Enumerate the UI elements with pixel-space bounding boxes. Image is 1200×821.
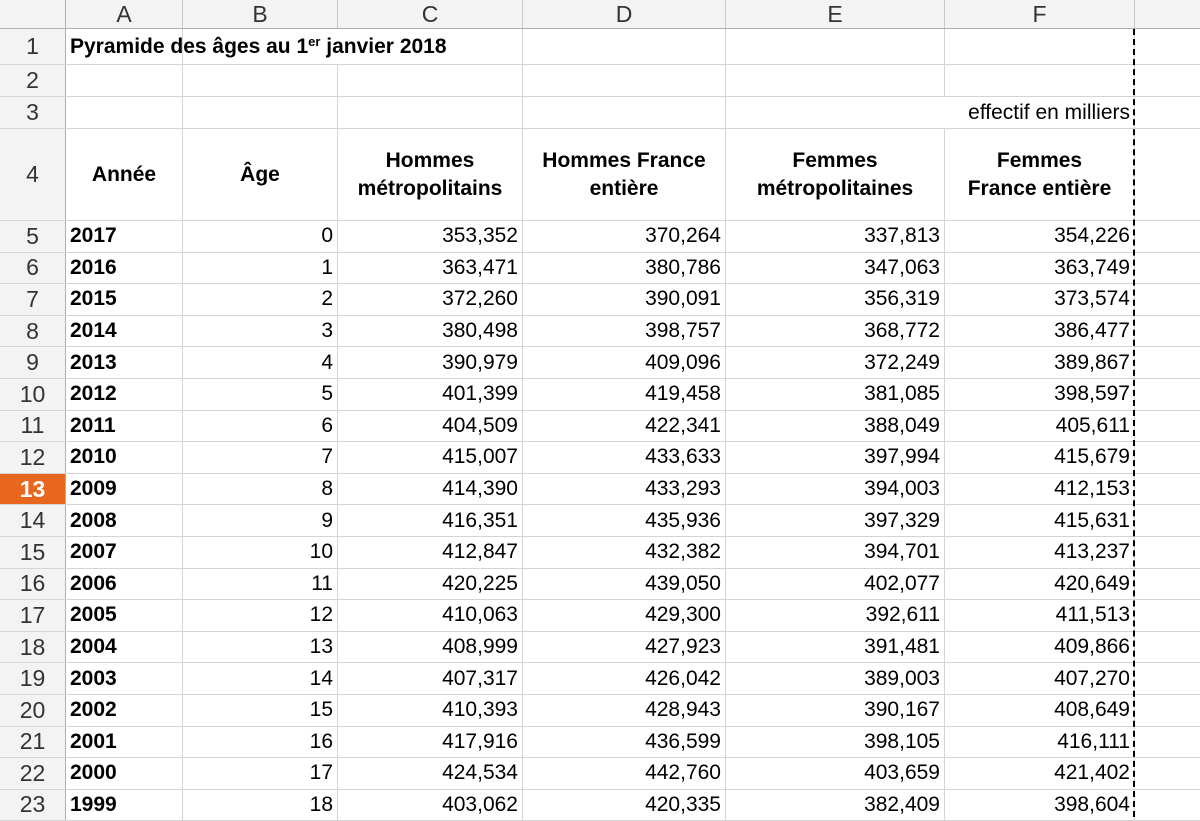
- value-cell[interactable]: 412,153: [945, 474, 1135, 505]
- value-cell[interactable]: 401,399: [338, 379, 523, 410]
- value-cell[interactable]: 380,498: [338, 316, 523, 347]
- row-header[interactable]: 19: [0, 663, 66, 694]
- year-cell[interactable]: 2009: [66, 474, 183, 505]
- header-femmes-france[interactable]: [945, 129, 1135, 220]
- value-cell[interactable]: 356,319: [726, 284, 945, 315]
- row-header[interactable]: 20: [0, 695, 66, 726]
- cell[interactable]: [726, 97, 945, 128]
- cell[interactable]: [338, 97, 523, 128]
- value-cell[interactable]: 415,631: [945, 505, 1135, 536]
- value-cell[interactable]: 439,050: [523, 569, 726, 600]
- header-line: Hommes: [385, 148, 475, 172]
- value-cell[interactable]: 373,574: [945, 284, 1135, 315]
- row-header[interactable]: 5: [0, 221, 66, 252]
- value-cell[interactable]: 420,225: [338, 569, 523, 600]
- row-header[interactable]: 10: [0, 379, 66, 410]
- value-cell[interactable]: 408,999: [338, 632, 523, 663]
- year-cell[interactable]: 2002: [66, 695, 183, 726]
- column-header-bar: [0, 0, 1200, 29]
- cell[interactable]: [66, 65, 183, 96]
- year-cell[interactable]: 2001: [66, 727, 183, 758]
- title-superscript: er: [308, 33, 321, 49]
- value-cell[interactable]: 409,096: [523, 347, 726, 378]
- table-row: [0, 663, 1200, 695]
- table-row: [0, 316, 1200, 348]
- value-cell[interactable]: 414,390: [338, 474, 523, 505]
- value-cell[interactable]: 403,062: [338, 790, 523, 821]
- row-header[interactable]: 16: [0, 569, 66, 600]
- value-cell[interactable]: 392,611: [726, 600, 945, 631]
- value-cell[interactable]: 420,649: [945, 569, 1135, 600]
- value-cell[interactable]: 404,509: [338, 411, 523, 442]
- value-cell[interactable]: 398,105: [726, 727, 945, 758]
- value-cell[interactable]: 382,409: [726, 790, 945, 821]
- value-cell[interactable]: 432,382: [523, 537, 726, 568]
- value-cell[interactable]: 407,317: [338, 663, 523, 694]
- table-row: [0, 284, 1200, 316]
- table-row: [0, 442, 1200, 474]
- header-annee[interactable]: [66, 129, 183, 220]
- table-row: [0, 347, 1200, 379]
- row-header[interactable]: 8: [0, 316, 66, 347]
- sheet-grid: [0, 29, 1200, 821]
- age-cell[interactable]: 10: [183, 537, 338, 568]
- row-header[interactable]: 17: [0, 600, 66, 631]
- age-cell[interactable]: 14: [183, 663, 338, 694]
- value-cell[interactable]: 409,866: [945, 632, 1135, 663]
- age-cell[interactable]: 17: [183, 758, 338, 789]
- cell[interactable]: [945, 65, 1135, 96]
- row-header[interactable]: 23: [0, 790, 66, 821]
- value-cell[interactable]: 390,091: [523, 284, 726, 315]
- header-hommes-metro[interactable]: [338, 129, 523, 220]
- value-cell[interactable]: 408,649: [945, 695, 1135, 726]
- column-header-c[interactable]: C: [338, 0, 523, 28]
- row-header[interactable]: 6: [0, 253, 66, 284]
- row-header[interactable]: 22: [0, 758, 66, 789]
- table-row: [0, 727, 1200, 759]
- header-line: Femmes: [792, 148, 878, 172]
- value-cell[interactable]: 421,402: [945, 758, 1135, 789]
- table-row: [0, 411, 1200, 443]
- age-cell[interactable]: 1: [183, 253, 338, 284]
- header-line: Femmes: [996, 148, 1083, 172]
- row-header[interactable]: 3: [0, 97, 66, 128]
- column-header-b[interactable]: B: [183, 0, 338, 28]
- table-row: [0, 253, 1200, 285]
- value-cell[interactable]: 389,867: [945, 347, 1135, 378]
- unit-note-cell[interactable]: [945, 97, 1135, 128]
- cell[interactable]: [945, 29, 1135, 64]
- value-cell[interactable]: 403,659: [726, 758, 945, 789]
- value-cell[interactable]: 372,249: [726, 347, 945, 378]
- value-cell[interactable]: 389,003: [726, 663, 945, 694]
- sheet-row: [0, 65, 1200, 97]
- value-cell[interactable]: 416,111: [945, 727, 1135, 758]
- value-cell[interactable]: 419,458: [523, 379, 726, 410]
- value-cell[interactable]: 390,979: [338, 347, 523, 378]
- cell[interactable]: [338, 65, 523, 96]
- year-cell[interactable]: 2016: [66, 253, 183, 284]
- value-cell[interactable]: 424,534: [338, 758, 523, 789]
- header-line: France entière: [967, 176, 1112, 200]
- value-cell[interactable]: 412,847: [338, 537, 523, 568]
- year-cell[interactable]: 2004: [66, 632, 183, 663]
- year-cell[interactable]: 2003: [66, 663, 183, 694]
- column-header-d[interactable]: D: [523, 0, 726, 28]
- cell[interactable]: [726, 29, 945, 64]
- age-cell[interactable]: 7: [183, 442, 338, 473]
- cell[interactable]: [338, 29, 523, 64]
- value-cell[interactable]: 429,300: [523, 600, 726, 631]
- row-header[interactable]: 7: [0, 284, 66, 315]
- sheet-row: [0, 97, 1200, 129]
- value-cell[interactable]: 417,916: [338, 727, 523, 758]
- year-cell[interactable]: 1999: [66, 790, 183, 821]
- age-cell[interactable]: 13: [183, 632, 338, 663]
- row-header[interactable]: 12: [0, 442, 66, 473]
- title-suffix: janvier 2018: [320, 34, 447, 58]
- row-header[interactable]: 18: [0, 632, 66, 663]
- value-cell[interactable]: 411,513: [945, 600, 1135, 631]
- value-cell[interactable]: 410,063: [338, 600, 523, 631]
- value-cell[interactable]: 426,042: [523, 663, 726, 694]
- header-annee-label: Année: [91, 162, 157, 186]
- year-cell[interactable]: 2014: [66, 316, 183, 347]
- year-cell[interactable]: 2000: [66, 758, 183, 789]
- age-cell[interactable]: 15: [183, 695, 338, 726]
- value-cell[interactable]: 413,237: [945, 537, 1135, 568]
- age-cell[interactable]: 5: [183, 379, 338, 410]
- value-cell[interactable]: 420,335: [523, 790, 726, 821]
- age-cell[interactable]: 4: [183, 347, 338, 378]
- row-header[interactable]: 9: [0, 347, 66, 378]
- age-cell[interactable]: 9: [183, 505, 338, 536]
- table-row: [0, 632, 1200, 664]
- year-cell[interactable]: 2007: [66, 537, 183, 568]
- value-cell[interactable]: 422,341: [523, 411, 726, 442]
- value-cell[interactable]: 398,604: [945, 790, 1135, 821]
- row-header[interactable]: 1: [0, 29, 66, 64]
- cell[interactable]: [726, 65, 945, 96]
- year-cell[interactable]: 2011: [66, 411, 183, 442]
- header-age[interactable]: [183, 129, 338, 220]
- table-row: [0, 221, 1200, 253]
- cell[interactable]: [523, 65, 726, 96]
- cell[interactable]: [523, 97, 726, 128]
- value-cell[interactable]: 415,007: [338, 442, 523, 473]
- header-line: métropolitaines: [756, 176, 914, 200]
- age-cell[interactable]: 16: [183, 727, 338, 758]
- header-line: métropolitains: [357, 176, 503, 200]
- table-row: [0, 569, 1200, 601]
- row-header[interactable]: 13: [0, 474, 66, 505]
- age-cell[interactable]: 18: [183, 790, 338, 821]
- value-cell[interactable]: 391,481: [726, 632, 945, 663]
- column-header-a[interactable]: A: [66, 0, 183, 28]
- header-hommes-france[interactable]: [523, 129, 726, 220]
- select-all-corner[interactable]: [0, 0, 66, 28]
- year-cell[interactable]: 2017: [66, 221, 183, 252]
- value-cell[interactable]: 353,352: [338, 221, 523, 252]
- value-cell[interactable]: 398,757: [523, 316, 726, 347]
- row-header[interactable]: 11: [0, 411, 66, 442]
- value-cell[interactable]: 354,226: [945, 221, 1135, 252]
- value-cell[interactable]: 410,393: [338, 695, 523, 726]
- age-cell[interactable]: 11: [183, 569, 338, 600]
- value-cell[interactable]: 368,772: [726, 316, 945, 347]
- age-cell[interactable]: 8: [183, 474, 338, 505]
- row-header[interactable]: 14: [0, 505, 66, 536]
- age-cell[interactable]: 3: [183, 316, 338, 347]
- value-cell[interactable]: 405,611: [945, 411, 1135, 442]
- table-row: [0, 537, 1200, 569]
- age-cell[interactable]: 0: [183, 221, 338, 252]
- value-cell[interactable]: 394,003: [726, 474, 945, 505]
- table-row: [0, 600, 1200, 632]
- value-cell[interactable]: 363,749: [945, 253, 1135, 284]
- value-cell[interactable]: 397,994: [726, 442, 945, 473]
- header-femmes-metro[interactable]: [726, 129, 945, 220]
- title-cell[interactable]: [66, 29, 447, 64]
- row-header[interactable]: 2: [0, 65, 66, 96]
- value-cell[interactable]: 347,063: [726, 253, 945, 284]
- cell[interactable]: [183, 97, 338, 128]
- value-cell[interactable]: 433,633: [523, 442, 726, 473]
- sheet-row: [0, 129, 1200, 221]
- cell[interactable]: [183, 65, 338, 96]
- table-row: [0, 790, 1200, 821]
- year-cell[interactable]: 2013: [66, 347, 183, 378]
- column-header-e[interactable]: E: [726, 0, 945, 28]
- year-cell[interactable]: 2015: [66, 284, 183, 315]
- sheet-row: [0, 29, 1200, 65]
- unit-note: effectif en milliers: [968, 100, 1130, 124]
- table-row: [0, 758, 1200, 790]
- value-cell[interactable]: 394,701: [726, 537, 945, 568]
- value-cell[interactable]: 407,270: [945, 663, 1135, 694]
- value-cell[interactable]: 402,077: [726, 569, 945, 600]
- value-cell[interactable]: 386,477: [945, 316, 1135, 347]
- value-cell[interactable]: 415,679: [945, 442, 1135, 473]
- value-cell[interactable]: 428,943: [523, 695, 726, 726]
- value-cell[interactable]: 398,597: [945, 379, 1135, 410]
- year-cell[interactable]: 2006: [66, 569, 183, 600]
- table-row: [0, 474, 1200, 506]
- cell[interactable]: [66, 97, 183, 128]
- value-cell[interactable]: 397,329: [726, 505, 945, 536]
- column-header-f[interactable]: F: [945, 0, 1135, 28]
- value-cell[interactable]: 388,049: [726, 411, 945, 442]
- title-prefix: Pyramide des âges au 1: [70, 34, 309, 58]
- row-header[interactable]: 15: [0, 537, 66, 568]
- value-cell[interactable]: 435,936: [523, 505, 726, 536]
- cell[interactable]: [523, 29, 726, 64]
- table-row: [0, 695, 1200, 727]
- year-cell[interactable]: 2005: [66, 600, 183, 631]
- header-line: Hommes France: [542, 148, 706, 172]
- value-cell[interactable]: 416,351: [338, 505, 523, 536]
- value-cell[interactable]: 372,260: [338, 284, 523, 315]
- value-cell[interactable]: 442,760: [523, 758, 726, 789]
- year-cell[interactable]: 2008: [66, 505, 183, 536]
- table-row: [0, 505, 1200, 537]
- row-header[interactable]: 21: [0, 727, 66, 758]
- value-cell[interactable]: 363,471: [338, 253, 523, 284]
- age-cell[interactable]: 6: [183, 411, 338, 442]
- table-row: [0, 379, 1200, 411]
- value-cell[interactable]: 433,293: [523, 474, 726, 505]
- value-cell[interactable]: 436,599: [523, 727, 726, 758]
- header-line: entière: [589, 176, 659, 200]
- value-cell[interactable]: 337,813: [726, 221, 945, 252]
- age-cell[interactable]: 2: [183, 284, 338, 315]
- age-cell[interactable]: 12: [183, 600, 338, 631]
- value-cell[interactable]: 380,786: [523, 253, 726, 284]
- header-age-label: Âge: [240, 162, 280, 186]
- page-break-line: [1133, 29, 1135, 817]
- value-cell[interactable]: 381,085: [726, 379, 945, 410]
- year-cell[interactable]: 2010: [66, 442, 183, 473]
- value-cell[interactable]: 370,264: [523, 221, 726, 252]
- row-header[interactable]: 4: [0, 129, 66, 220]
- year-cell[interactable]: 2012: [66, 379, 183, 410]
- value-cell[interactable]: 427,923: [523, 632, 726, 663]
- value-cell[interactable]: 390,167: [726, 695, 945, 726]
